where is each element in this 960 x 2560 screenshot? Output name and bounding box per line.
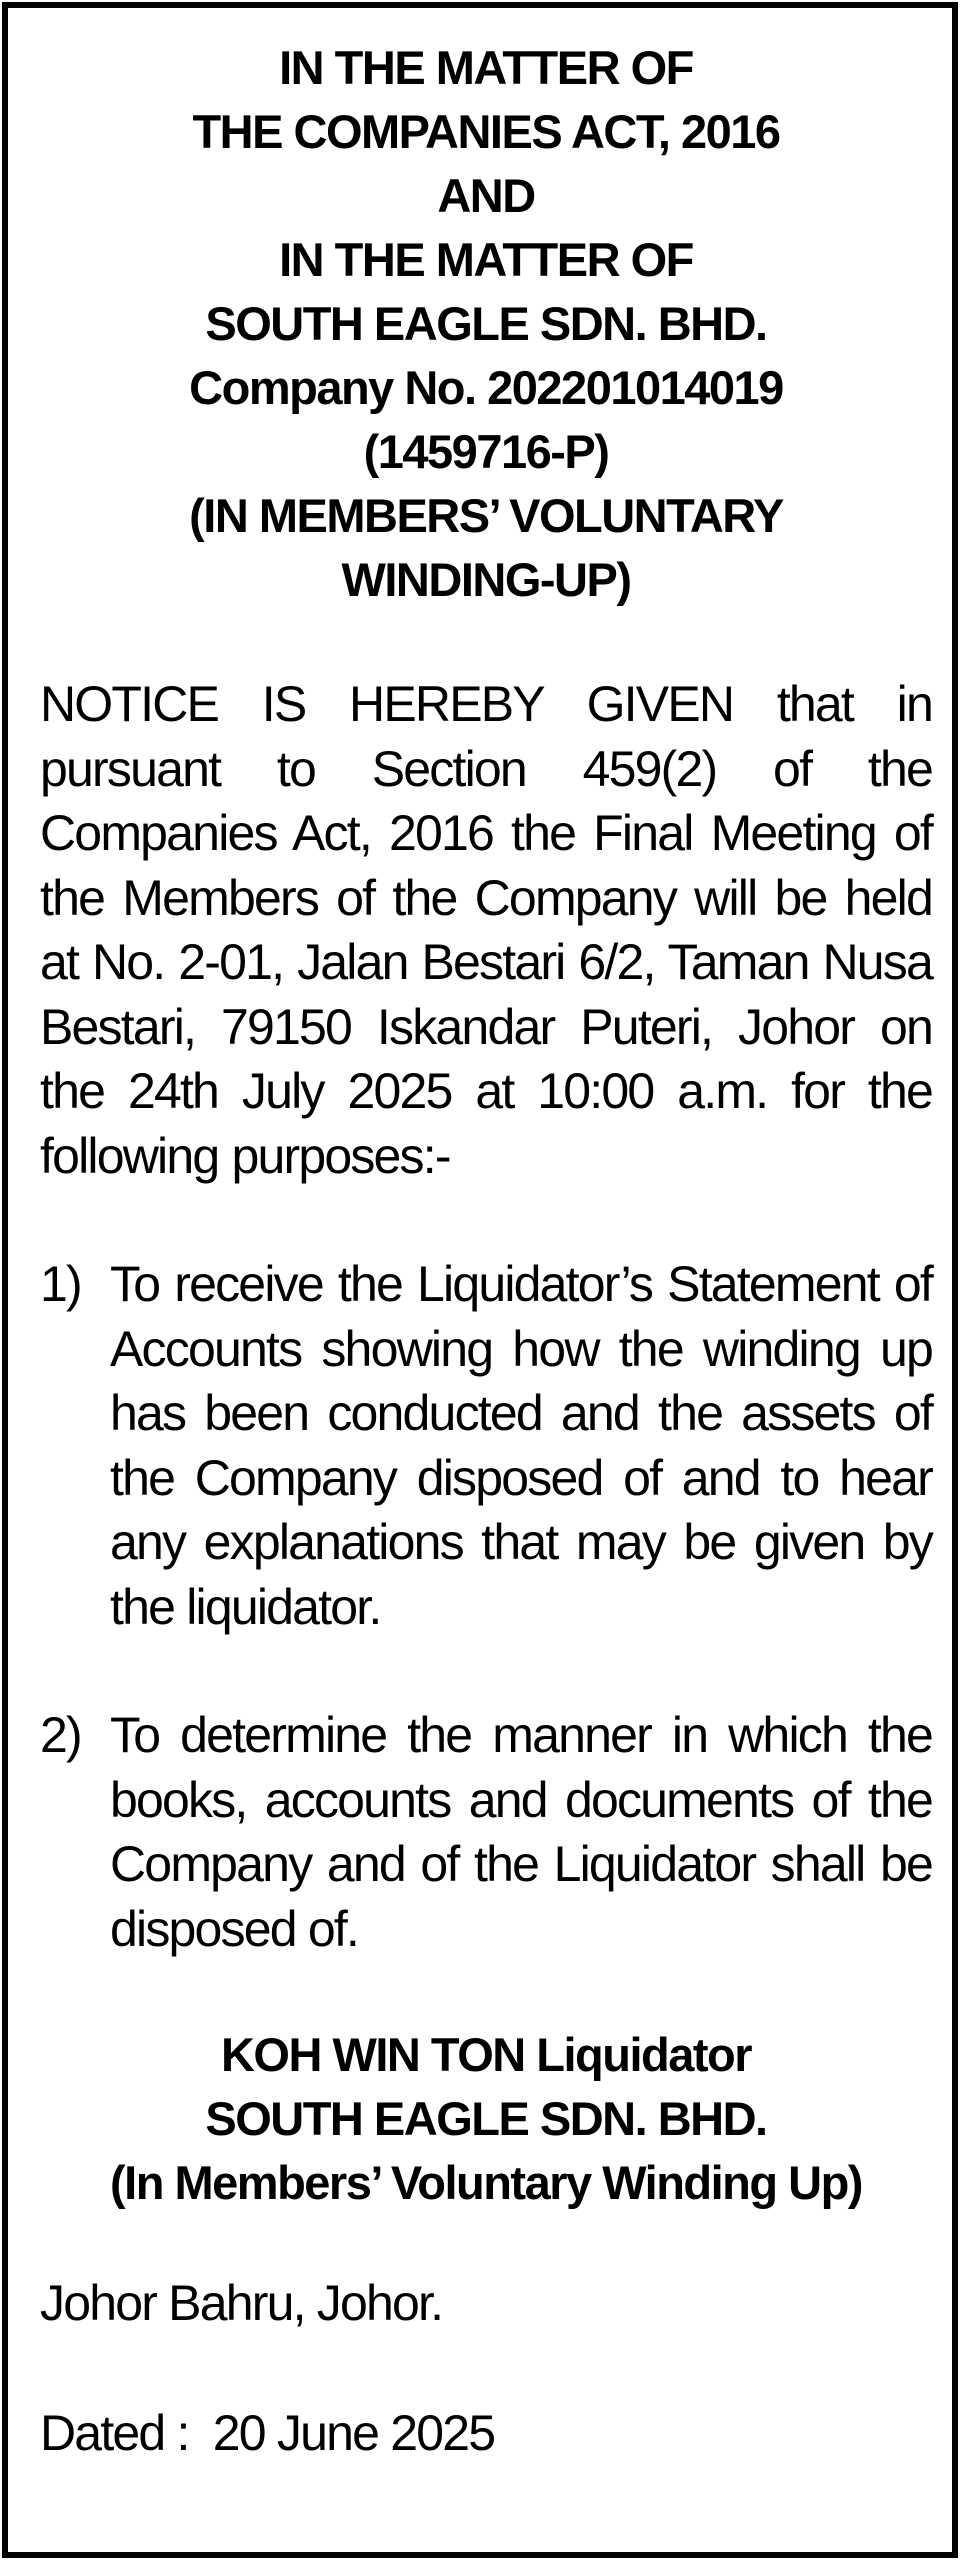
signature-block <box>40 2023 932 2215</box>
purpose-text: To receive the Liquidator’s Statement of Accounts showing how the winding up has been conducted and the assets of the Company disposed of and to hear any explanations that may be given by the liquidator. <box>110 1256 932 1635</box>
place-line: Johor Bahru, Johor. <box>40 2275 443 2331</box>
heading-line: (1459716-P) <box>363 425 609 478</box>
heading-line: (IN MEMBERS’ VOLUNTARY <box>189 489 783 542</box>
notice-border <box>2 2 958 2558</box>
heading-line: Company No. 202201014019 <box>189 361 783 414</box>
signature-line: SOUTH EAGLE SDN. BHD. <box>205 2092 767 2145</box>
heading-line: AND <box>437 169 535 222</box>
notice-content <box>40 36 932 2465</box>
purpose-number: 2) <box>40 1707 81 1763</box>
heading-line: IN THE MATTER OF <box>279 233 693 286</box>
purpose-item <box>40 1252 932 1639</box>
purpose-text: To determine the manner in which the books, accounts and documents of the Company and of the Liquidator shall be disposed of. <box>110 1707 932 1957</box>
notice-heading <box>40 36 932 612</box>
heading-line: SOUTH EAGLE SDN. BHD. <box>205 297 767 350</box>
purpose-number: 1) <box>40 1256 81 1312</box>
heading-line: THE COMPANIES ACT, 2016 <box>192 105 780 158</box>
dated-line: Dated : 20 June 2025 <box>40 2405 495 2461</box>
notice-paragraph: NOTICE IS HEREBY GIVEN that in pursuant to Section 459(2) of the Companies Act, 2016 the Final Meeting of the Members of the Company will be held at No. 2-01, Jalan Bestari 6/2, Taman Nusa Bestari, 79150 Iskandar Puteri, Johor on the 24th July 2025 at 10:00 a.m. for the following purposes:- <box>40 676 932 1184</box>
purpose-item <box>40 1703 932 1961</box>
signature-line: (In Members’ Voluntary Winding Up) <box>110 2156 862 2209</box>
heading-line: IN THE MATTER OF <box>279 41 693 94</box>
heading-line: WINDING-UP) <box>341 553 631 606</box>
signature-line: KOH WIN TON Liquidator <box>220 2028 752 2081</box>
